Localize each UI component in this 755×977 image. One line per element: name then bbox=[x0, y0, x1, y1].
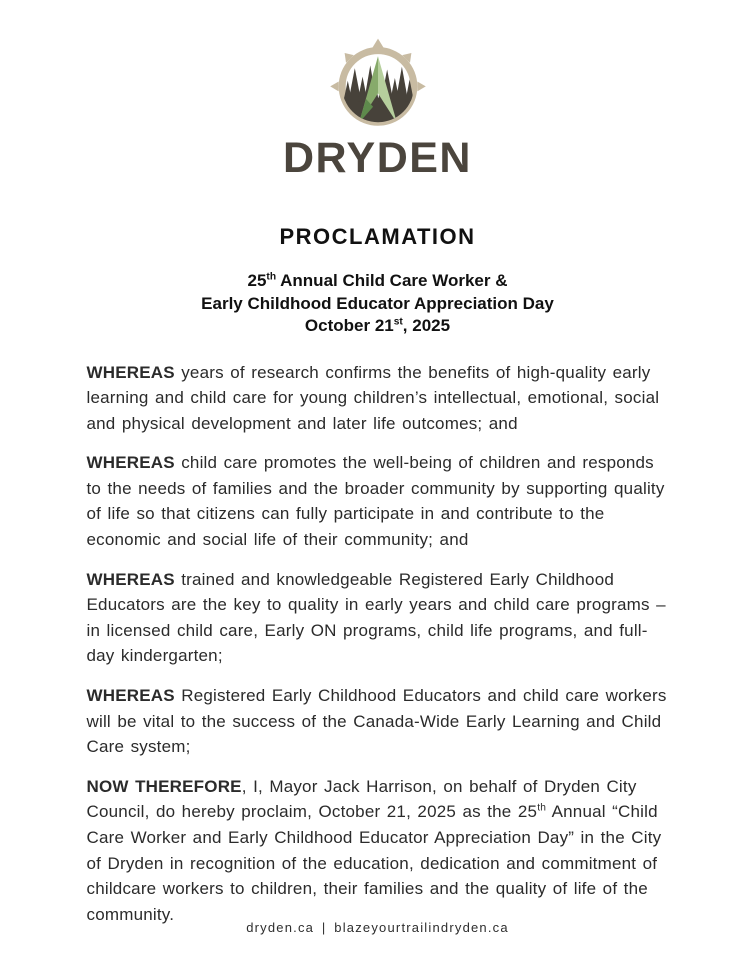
event-subtitle-line: 25th Annual Child Care Worker & bbox=[247, 271, 508, 290]
event-subtitle bbox=[0, 270, 755, 338]
footer-websites: dryden.ca | blazeyourtrailindryden.ca bbox=[246, 920, 509, 935]
proclamation-body bbox=[87, 360, 669, 928]
dryden-compass-icon bbox=[303, 33, 453, 137]
proclamation-paragraph: WHEREAS Registered Early Childhood Educators and child care workers will be vital to the success of the Canada-Wide Early Learning and Child Care system; bbox=[86, 686, 667, 757]
city-logo bbox=[0, 0, 755, 180]
proclamation-paragraph: NOW THEREFORE, I, Mayor Jack Harrison, on behalf of Dryden City Council, do hereby proclaim, October 21, 2025 as the 25th Annual “Child Care Worker and Early Childhood Educator Appreciation Day” in the City of Dryden in recognition of the education, dedication and commitment of childcare workers to children, their families and the quality of life of the community. bbox=[86, 776, 662, 924]
proclamation-paragraph: WHEREAS child care promotes the well-being of children and responds to the needs of families and the broader community by supporting quality of life so that citizens can fully participate in and contribute to the economic and social life of their community; and bbox=[86, 453, 665, 550]
proclamation-paragraph: WHEREAS years of research confirms the benefits of high-quality early learning and child care for young children’s intellectual, emotional, social and physical development and later life outcomes; and bbox=[86, 362, 660, 433]
dryden-wordmark: DRYDEN bbox=[283, 134, 472, 182]
proclamation-title: PROCLAMATION bbox=[279, 224, 476, 249]
proclamation-paragraph: WHEREAS trained and knowledgeable Registered Early Childhood Educators are the key to quality in early years and child care programs – in licensed child care, Early ON programs, child life programs, and full-day kindergarten; bbox=[86, 569, 666, 666]
event-subtitle-line: Early Childhood Educator Appreciation Day bbox=[201, 293, 554, 313]
event-subtitle-line: October 21st, 2025 bbox=[304, 316, 451, 335]
